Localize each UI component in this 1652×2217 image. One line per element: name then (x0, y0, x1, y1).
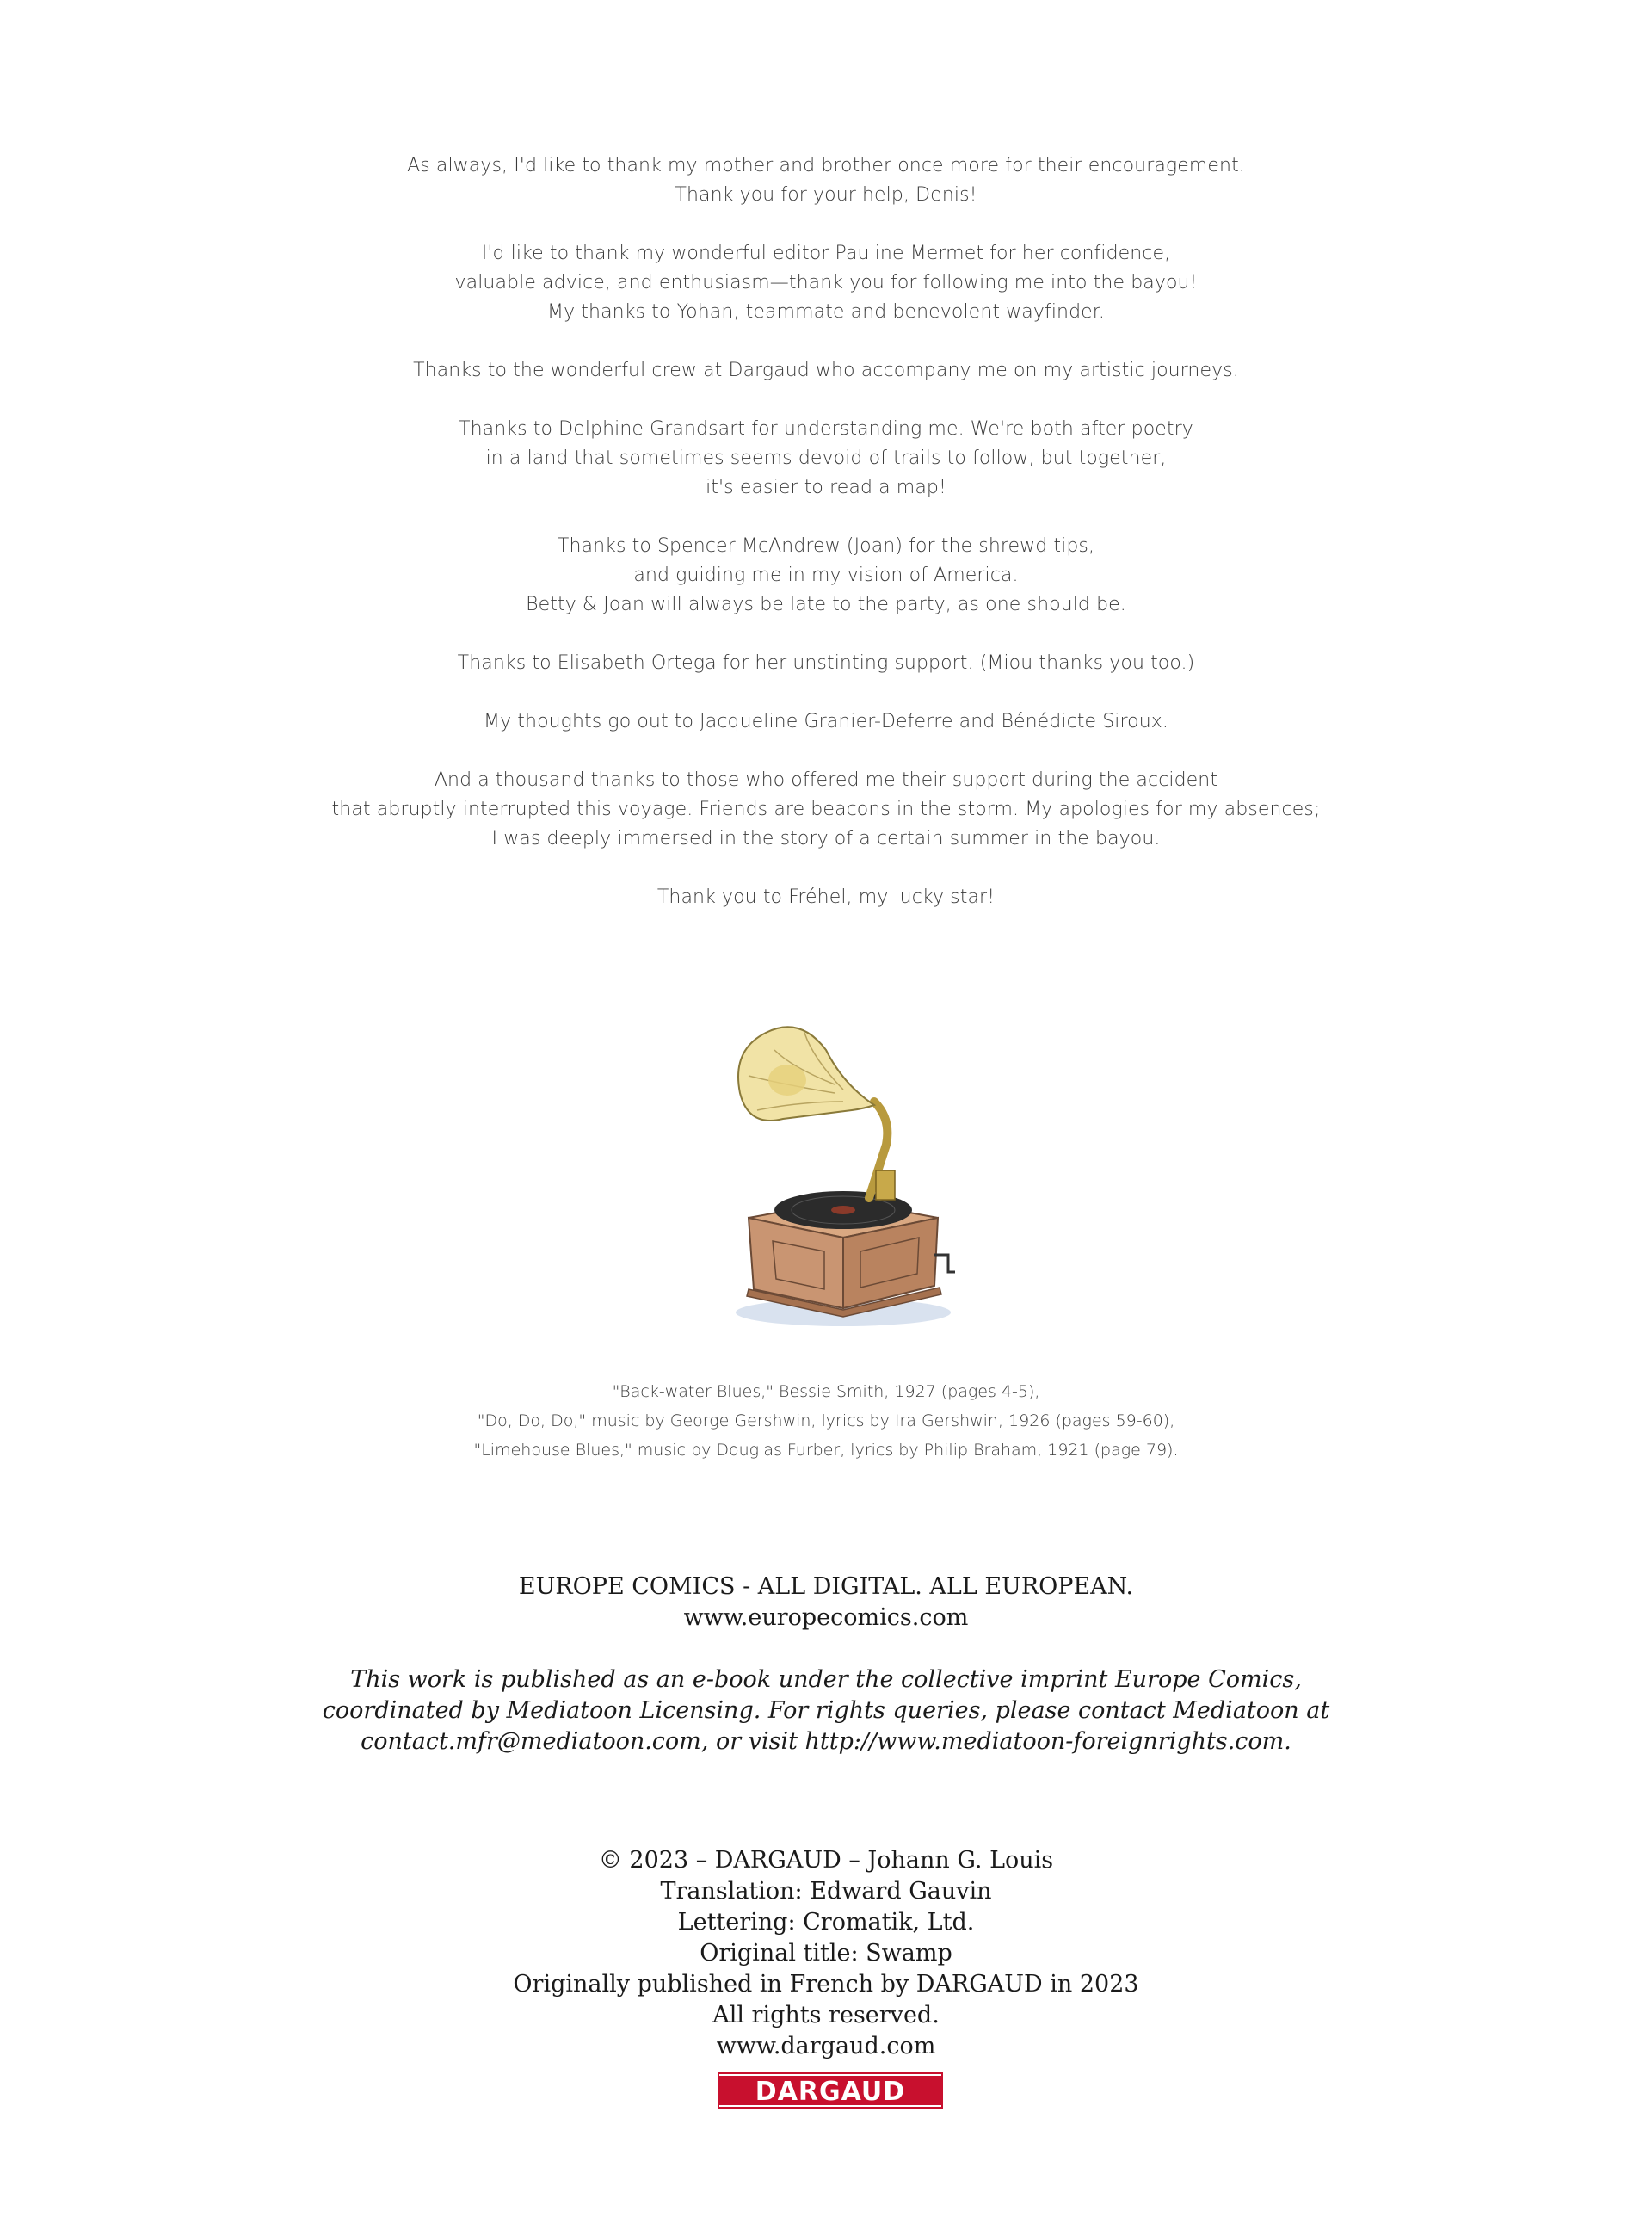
ack-line: Betty & Joan will always be late to the party, as one should be. (526, 594, 1126, 615)
acknowledgements (0, 151, 1652, 942)
ack-line: Thanks to Elisabeth Ortega for her unstinting support. (Miou thanks you too.) (457, 652, 1195, 674)
ack-line: I'd like to thank my wonderful editor Pauline Mermet for her confidence, (481, 243, 1171, 264)
ack-line: Thank you to Fréhel, my lucky star! (656, 886, 996, 908)
ack-paragraph-delphine (0, 415, 1652, 503)
gramophone-arm-base (876, 1170, 895, 1200)
publisher-website: www.europecomics.com (683, 1604, 969, 1631)
ack-paragraph-spencer (0, 532, 1652, 620)
music-credits (0, 1377, 1652, 1465)
ack-paragraph-editor (0, 239, 1652, 327)
ack-line: and guiding me in my vision of America. (633, 565, 1019, 586)
ack-line: in a land that sometimes seems devoid of trails to follow, but together, (485, 448, 1167, 469)
ack-line: it's easier to read a map! (706, 477, 946, 498)
translation-credit: Translation: Edward Gauvin (660, 1878, 992, 1905)
ack-line: My thanks to Yohan, teammate and benevolent wayfinder. (547, 301, 1105, 323)
ack-paragraph-family (0, 151, 1652, 210)
gramophone-crank (934, 1255, 955, 1272)
ack-line: My thoughts go out to Jacqueline Granier-Deferre and Bénédicte Siroux. (484, 711, 1168, 732)
ebook-notice-line: This work is published as an e-book under the collective imprint Europe Comics, (350, 1666, 1302, 1693)
music-credit-line: "Do, Do, Do," music by George Gershwin, lyrics by Ira Gershwin, 1926 (pages 59-60), (477, 1411, 1175, 1430)
publisher-tagline: EUROPE COMICS - ALL DIGITAL. ALL EUROPEAN. (518, 1573, 1134, 1600)
ack-line: As always, I'd like to thank my mother and brother once more for their encouragement. (407, 155, 1245, 176)
music-credit-line: "Limehouse Blues," music by Douglas Furber, lyrics by Philip Braham, 1921 (page 79). (473, 1441, 1179, 1460)
gramophone-horn (738, 1027, 874, 1121)
ack-line: And a thousand thanks to those who offered me their support during the accident (434, 769, 1218, 791)
original-publication: Originally published in French by DARGAUD in 2023 (513, 1971, 1139, 1998)
ebook-notice-line: coordinated by Mediatoon Licensing. For rights queries, please contact Mediatoon at (322, 1697, 1330, 1724)
ack-line: valuable advice, and enthusiasm—thank you for following me into the bayou! (454, 272, 1198, 293)
ack-paragraph-frehel (0, 883, 1652, 912)
gramophone-illustration (723, 1016, 964, 1343)
ack-paragraph-thoughts (0, 707, 1652, 737)
ack-paragraph-elisabeth (0, 649, 1652, 678)
original-title: Original title: Swamp (700, 1940, 952, 1967)
dargaud-logo: DARGAUD (719, 2074, 941, 2107)
copyright-block (0, 1845, 1652, 2062)
rights-reserved: All rights reserved. (712, 2002, 940, 2029)
ebook-notice (0, 1664, 1652, 1757)
music-credit-line: "Back-water Blues," Bessie Smith, 1927 (pages 4-5), (612, 1382, 1040, 1401)
ack-line: I was deeply immersed in the story of a certain summer in the bayou. (491, 828, 1161, 849)
gramophone-record-label (831, 1206, 855, 1214)
gramophone-horn-throat (768, 1065, 806, 1096)
ack-line: Thanks to Spencer McAndrew (Joan) for the shrewd tips, (557, 535, 1095, 557)
lettering-credit: Lettering: Cromatik, Ltd. (677, 1909, 975, 1936)
ebook-notice-line: contact.mfr@mediatoon.com, or visit http://www.mediatoon-foreignrights.com. (361, 1728, 1291, 1755)
ack-paragraph-crew (0, 356, 1652, 386)
ack-line: Thank you for your help, Denis! (675, 184, 977, 206)
dargaud-website: www.dargaud.com (716, 2033, 936, 2060)
ack-paragraph-accident (0, 766, 1652, 854)
copyright-line: © 2023 – DARGAUD – Johann G. Louis (598, 1847, 1054, 1874)
ack-line: that abruptly interrupted this voyage. Friends are beacons in the storm. My apologies for my absences; (331, 799, 1321, 820)
ack-line: Thanks to Delphine Grandsart for understanding me. We're both after poetry (459, 418, 1193, 440)
publisher-block (0, 1572, 1652, 1633)
ack-line: Thanks to the wonderful crew at Dargaud who accompany me on my artistic journeys. (413, 360, 1239, 381)
